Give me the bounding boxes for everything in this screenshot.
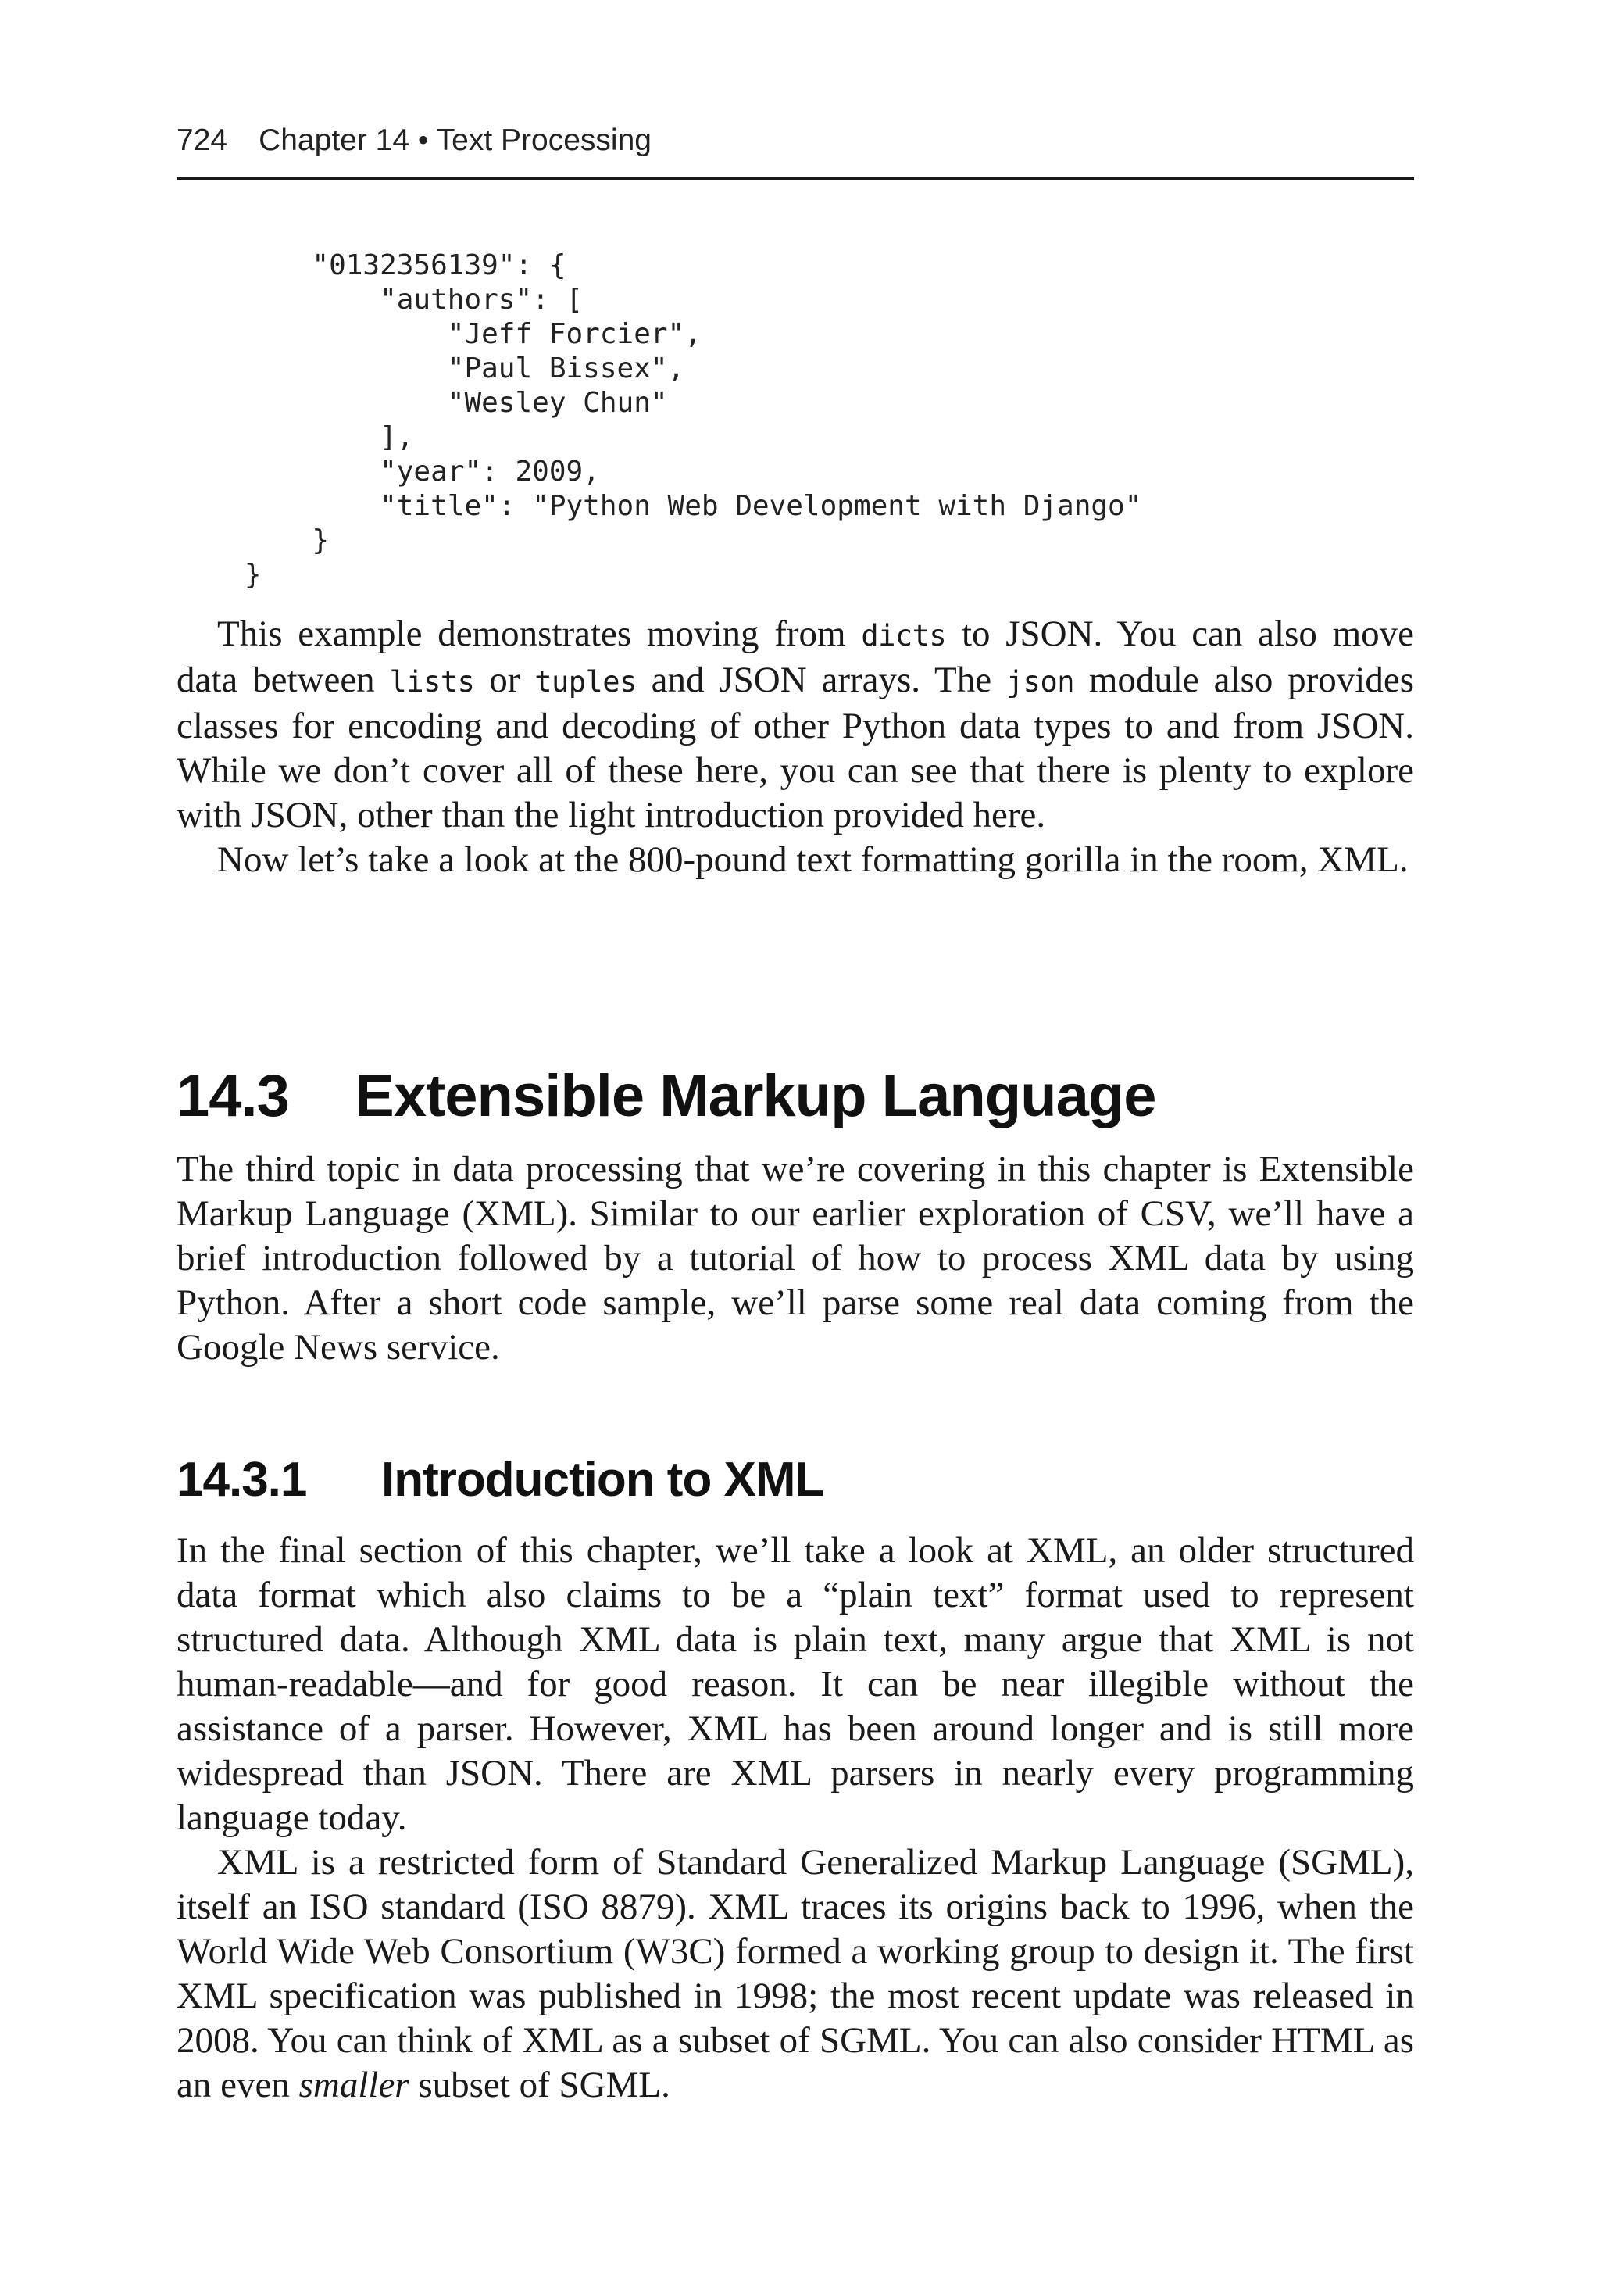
paragraph-xml-history: XML is a restricted form of Standard Generalized Markup Language (SGML), itself an ISO standard (ISO 8879). XML traces its origins back to 1996, when the World Wide Web Consortium (W3C) formed a working group to design it. The first XML specification was published in 1998; the most recent update was released in 2008. You can think of XML as a subset of SGML. You can also consider HTML as an even smaller subset of SGML. xyxy=(177,1842,1414,2105)
json-code-listing: "0132356139": { "authors": [ "Jeff Forcier", "Paul Bissex", "Wesley Chun" ], "year": 2009, "title": "Python Web Development with Django" } } xyxy=(244,249,1142,591)
subsection-body xyxy=(177,1529,1414,2108)
page-number: 724 xyxy=(177,123,228,157)
section-heading xyxy=(177,1061,1156,1132)
subsection-number: 14.3.1 xyxy=(177,1453,307,1507)
section-number: 14.3 xyxy=(177,1063,289,1129)
section-title: Extensible Markup Language xyxy=(355,1063,1156,1129)
section-intro xyxy=(177,1147,1414,1370)
paragraph-section-intro: The third topic in data processing that we’re covering in this chapter is Extensible Markup Language (XML). Similar to our earlier exploration of CSV, we’ll have a brief introduction followed by a tutorial of how to process XML data by using Python. After a short code sample, we’ll parse some real data coming from the Google News service. xyxy=(177,1149,1414,1368)
paragraph-xml-intro: In the final section of this chapter, we’ll take a look at XML, an older structured data format which also claims to be a “plain text” format used to represent structured data. Although XML data is plain text, many argue that XML is not human-readable—and for good reason. It can be near illegible without the assistance of a parser. However, XML has been around longer and is still more widespread than JSON. There are XML parsers in nearly every programming language today. xyxy=(177,1530,1414,1838)
paragraph-json-example: This example demonstrates moving from dicts to JSON. You can also move data between lists or tuples and JSON arrays. The json module also provides classes for encoding and decoding of other Python data types to and from JSON. While we don’t cover all of these here, you can see that there is plenty to explore with JSON, other than the light introduction provided here. xyxy=(177,613,1414,835)
json-discussion xyxy=(177,612,1414,882)
paragraph-xml-transition: Now let’s take a look at the 800-pound text formatting gorilla in the room, XML. xyxy=(217,839,1409,880)
subsection-title: Introduction to XML xyxy=(381,1453,824,1507)
chapter-title: Chapter 14 • Text Processing xyxy=(259,123,652,157)
header-rule xyxy=(177,177,1414,180)
subsection-heading xyxy=(177,1450,823,1510)
running-head xyxy=(177,123,1414,158)
